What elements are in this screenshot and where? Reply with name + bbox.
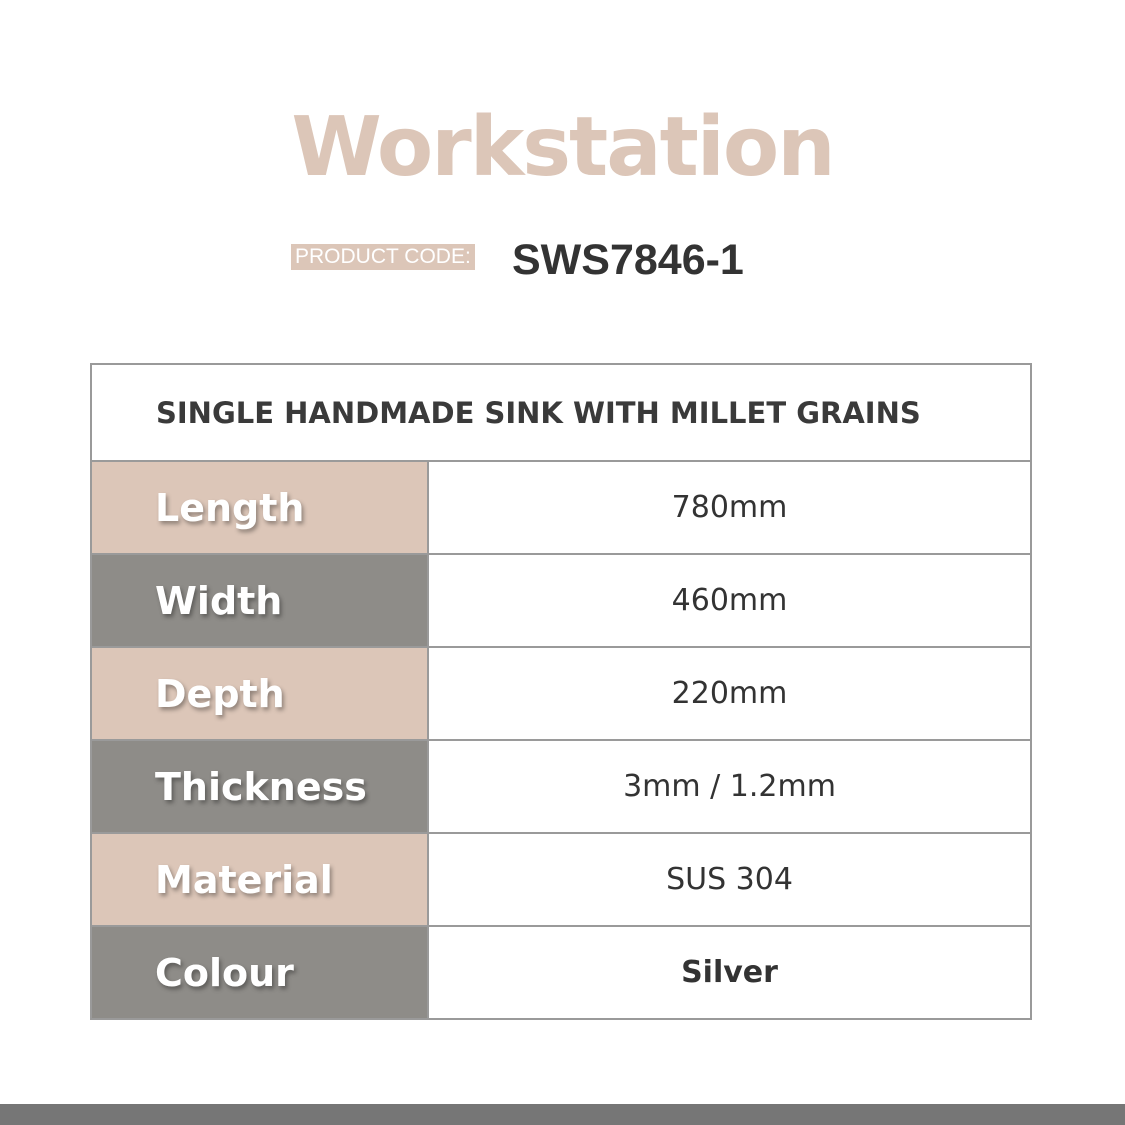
spec-value: 220mm (671, 676, 788, 711)
spec-value: 460mm (671, 583, 788, 618)
product-code-row (0, 232, 1125, 288)
spec-row-colour (92, 927, 1030, 1018)
spec-label: Thickness (92, 741, 429, 832)
spec-label: Colour (92, 927, 429, 1018)
spec-label: Depth (92, 648, 429, 739)
spec-value: SUS 304 (666, 862, 793, 897)
spec-label: Width (92, 555, 429, 646)
spec-row-length (92, 462, 1030, 555)
product-code-value: SWS7846-1 (512, 236, 744, 284)
table-header: SINGLE HANDMADE SINK WITH MILLET GRAINS (92, 365, 1030, 462)
spec-label: Material (92, 834, 429, 925)
spec-label: Length (92, 462, 429, 553)
product-code-label: PRODUCT CODE: (291, 244, 475, 270)
spec-row-width (92, 555, 1030, 648)
spec-value: Silver (681, 955, 778, 990)
bottom-bar (0, 1104, 1125, 1125)
spec-value: 780mm (671, 490, 788, 525)
spec-value: 3mm / 1.2mm (623, 769, 836, 804)
spec-row-material (92, 834, 1030, 927)
spec-row-thickness (92, 741, 1030, 834)
spec-table (90, 363, 1032, 1020)
page-title: Workstation (291, 100, 834, 195)
spec-row-depth (92, 648, 1030, 741)
